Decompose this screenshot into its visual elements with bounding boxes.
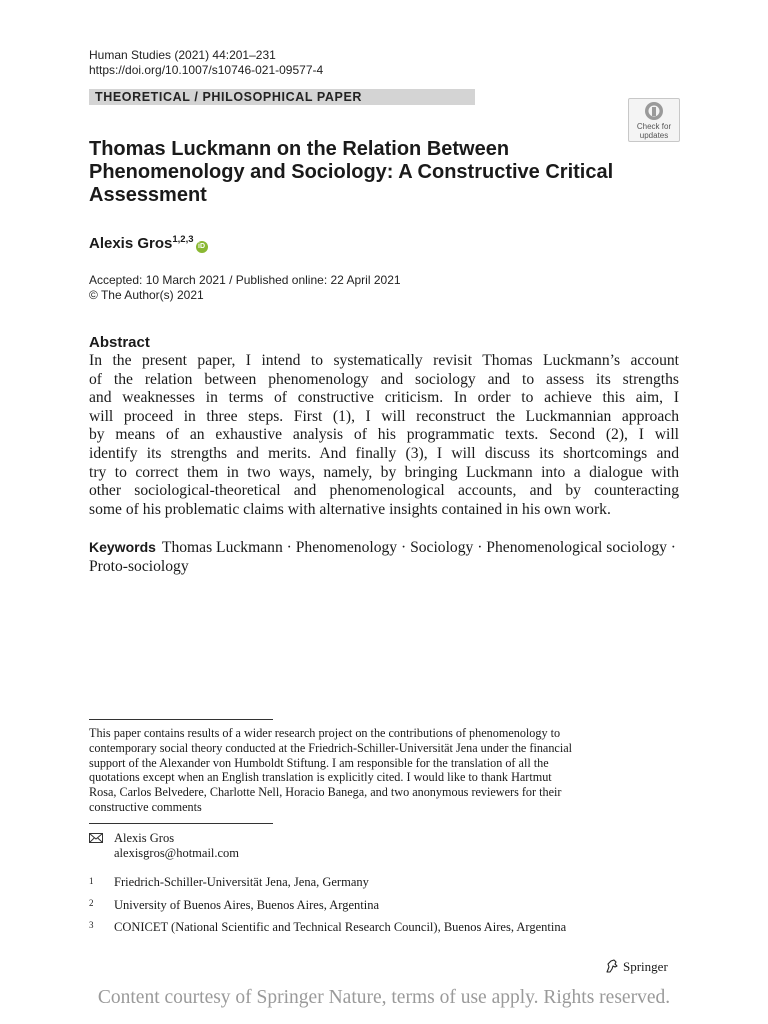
abstract-line: by means of an exhaustive analysis of his programmatic texts. Second (2), I will	[89, 426, 679, 444]
affiliation-number: 2	[89, 898, 94, 908]
affiliation-number: 1	[89, 876, 94, 886]
check-for-updates-icon	[644, 101, 664, 121]
badge-line-2: updates	[639, 130, 669, 140]
affiliation-text: University of Buenos Aires, Buenos Aires, Argentina	[114, 898, 380, 912]
corresponding-author-email[interactable]: alexisgros@hotmail.com	[114, 846, 240, 860]
title-line: Phenomenology and Sociology: A Constructive Critical	[89, 161, 614, 183]
abstract-body	[89, 352, 679, 519]
footnote-line: Rosa, Carlos Belvedere, Charlotte Nell, Horacio Banega, and two anonymous reviewers for their	[89, 785, 562, 800]
author-affiliation-refs: 1,2,3	[172, 234, 194, 245]
badge-line-1: Check for	[636, 122, 672, 131]
affiliation-text: CONICET (National Scientific and Technical Research Council), Buenos Aires, Argentina	[114, 920, 567, 934]
abstract-line: and weaknesses in terms of constructive criticism. In order to achieve this aim, I	[89, 389, 679, 407]
publisher-logo	[604, 958, 668, 976]
publication-dates: Accepted: 10 March 2021 / Published online: 22 April 2021	[89, 273, 401, 287]
journal-citation: Human Studies (2021) 44:201–231	[89, 48, 276, 62]
check-for-updates-badge[interactable]	[628, 98, 680, 142]
title-line: Thomas Luckmann on the Relation Between	[89, 138, 510, 160]
abstract-line: of the relation between phenomenology and sociology and to assess its strengths	[89, 370, 679, 388]
acknowledgement-footnote	[89, 726, 679, 815]
affiliation-number: 3	[89, 920, 94, 930]
doi-link[interactable]: https://doi.org/10.1007/s10746-021-09577-4	[89, 63, 324, 77]
keywords-list: Thomas Luckmann · Phenomenology · Sociology · Phenomenological sociology · Proto-sociology	[89, 539, 676, 575]
footnote-line: contemporary social theory conducted at the Friedrich-Schiller-Universität Jena under the financial	[89, 740, 573, 755]
title-line: Assessment	[89, 184, 207, 206]
corresponding-author-name: Alexis Gros	[114, 831, 175, 845]
orcid-icon[interactable]: iD	[196, 241, 208, 253]
abstract-line: In the present paper, I intend to systematically revisit Thomas Luckmann’s account	[89, 352, 679, 369]
footnote-line: constructive comments	[89, 799, 202, 814]
footnote-divider	[89, 719, 273, 720]
abstract-line: identify its strengths and merits. And finally (3), I will discuss its shortcomings and	[89, 444, 679, 462]
copyright: © The Author(s) 2021	[89, 288, 204, 302]
article-category: THEORETICAL / PHILOSOPHICAL PAPER	[95, 90, 363, 104]
footnote-line: support of the Alexander von Humboldt Stiftung. I am responsible for the translation of all the	[89, 755, 549, 770]
publisher-name: Springer	[623, 959, 668, 974]
springer-horse-icon	[604, 958, 620, 974]
abstract-line: other sociological-theoretical and phenomenological accounts, and by counteracting	[89, 482, 679, 500]
author-line	[89, 230, 208, 254]
rights-notice: Content courtesy of Springer Nature, terms of use apply. Rights reserved.	[97, 987, 671, 1008]
abstract-heading: Abstract	[89, 334, 150, 351]
author-name[interactable]: Alexis Gros	[89, 235, 173, 252]
abstract-line: will proceed in three steps. First (1), I will reconstruct the Luckmannian approach	[89, 407, 679, 425]
affiliation-text: Friedrich-Schiller-Universität Jena, Jena, Germany	[114, 875, 369, 889]
keywords-block	[89, 538, 679, 576]
envelope-icon	[89, 833, 103, 843]
footnote-line: This paper contains results of a wider research project on the contributions of phenomenology to	[89, 726, 561, 740]
contact-divider	[89, 823, 273, 824]
abstract-line: try to correct them in two ways, namely, by bringing Luckmann into a dialogue with	[89, 463, 679, 481]
keywords-label: Keywords	[89, 539, 156, 555]
footnote-line: quotations except when an English translation is explicitly cited. I would like to thank Hartmut	[89, 770, 552, 785]
article-title	[89, 138, 649, 207]
abstract-line: some of his problematic claims with alternative insights contained in his own work.	[89, 500, 611, 518]
